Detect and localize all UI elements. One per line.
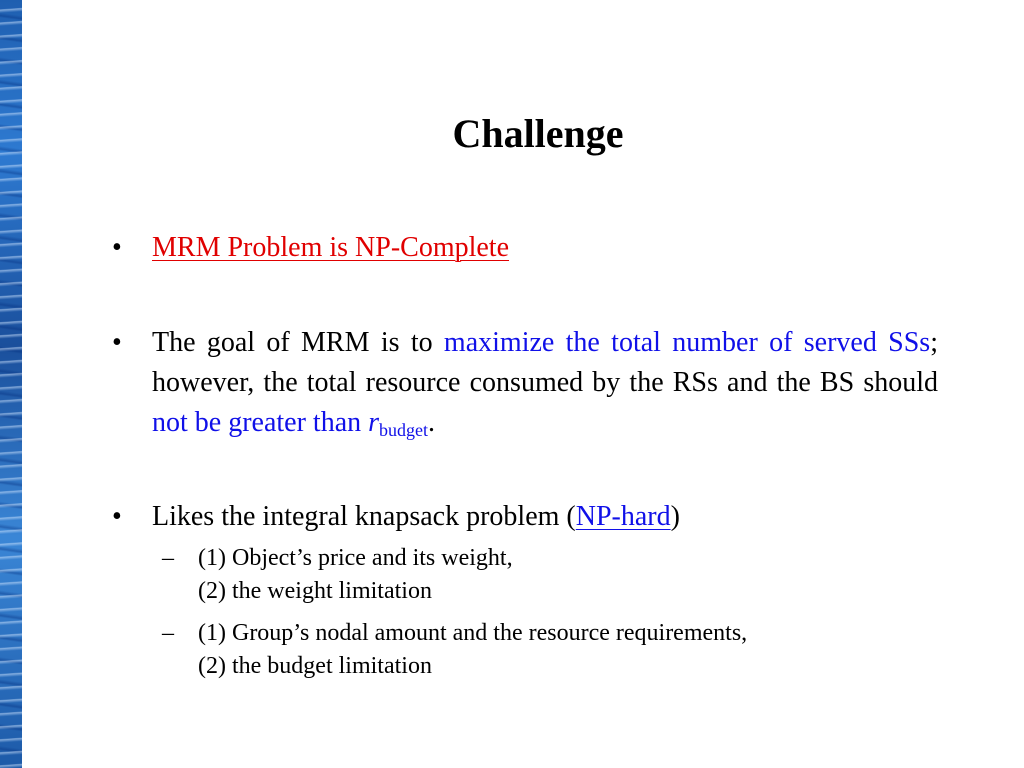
sub-item-object: [162, 542, 922, 608]
goal-text-end: .: [428, 407, 436, 438]
sub-item-line: (2) the weight limitation: [198, 578, 432, 604]
goal-highlight-limit: not be greater than: [152, 407, 369, 438]
knapsack-suffix: ): [670, 501, 680, 532]
goal-highlight-maximize: maximize the total number of served SSs: [443, 327, 931, 358]
np-complete-link[interactable]: MRM Problem is NP-Complete: [152, 232, 510, 263]
bullet-knapsack: [112, 497, 938, 537]
bullet-marker: •: [112, 327, 122, 358]
np-hard-link[interactable]: NP-hard: [575, 501, 671, 532]
bullet-marker: •: [112, 501, 122, 532]
bullet-marker: •: [112, 232, 122, 263]
bullet-np-complete: [112, 228, 938, 268]
budget-subscript: budget: [379, 420, 429, 440]
goal-text-part1: The goal of MRM is to: [152, 327, 444, 358]
slide-title: Challenge: [452, 111, 624, 156]
bullet-goal: [112, 323, 938, 443]
goal-text-part2: ; however, the total resource consumed by the RSs and the BS should: [152, 327, 938, 398]
sub-item-line: (2) the budget limitation: [198, 653, 432, 679]
sub-item-group: [162, 617, 922, 683]
sub-item-line: (1) Object’s price and its weight,: [198, 545, 513, 571]
budget-variable: r: [368, 407, 380, 438]
dash-marker: –: [162, 545, 174, 571]
sub-item-line: (1) Group’s nodal amount and the resource requirements,: [198, 620, 748, 646]
knapsack-prefix: Likes the integral knapsack problem (: [152, 501, 576, 532]
dash-marker: –: [162, 620, 174, 646]
